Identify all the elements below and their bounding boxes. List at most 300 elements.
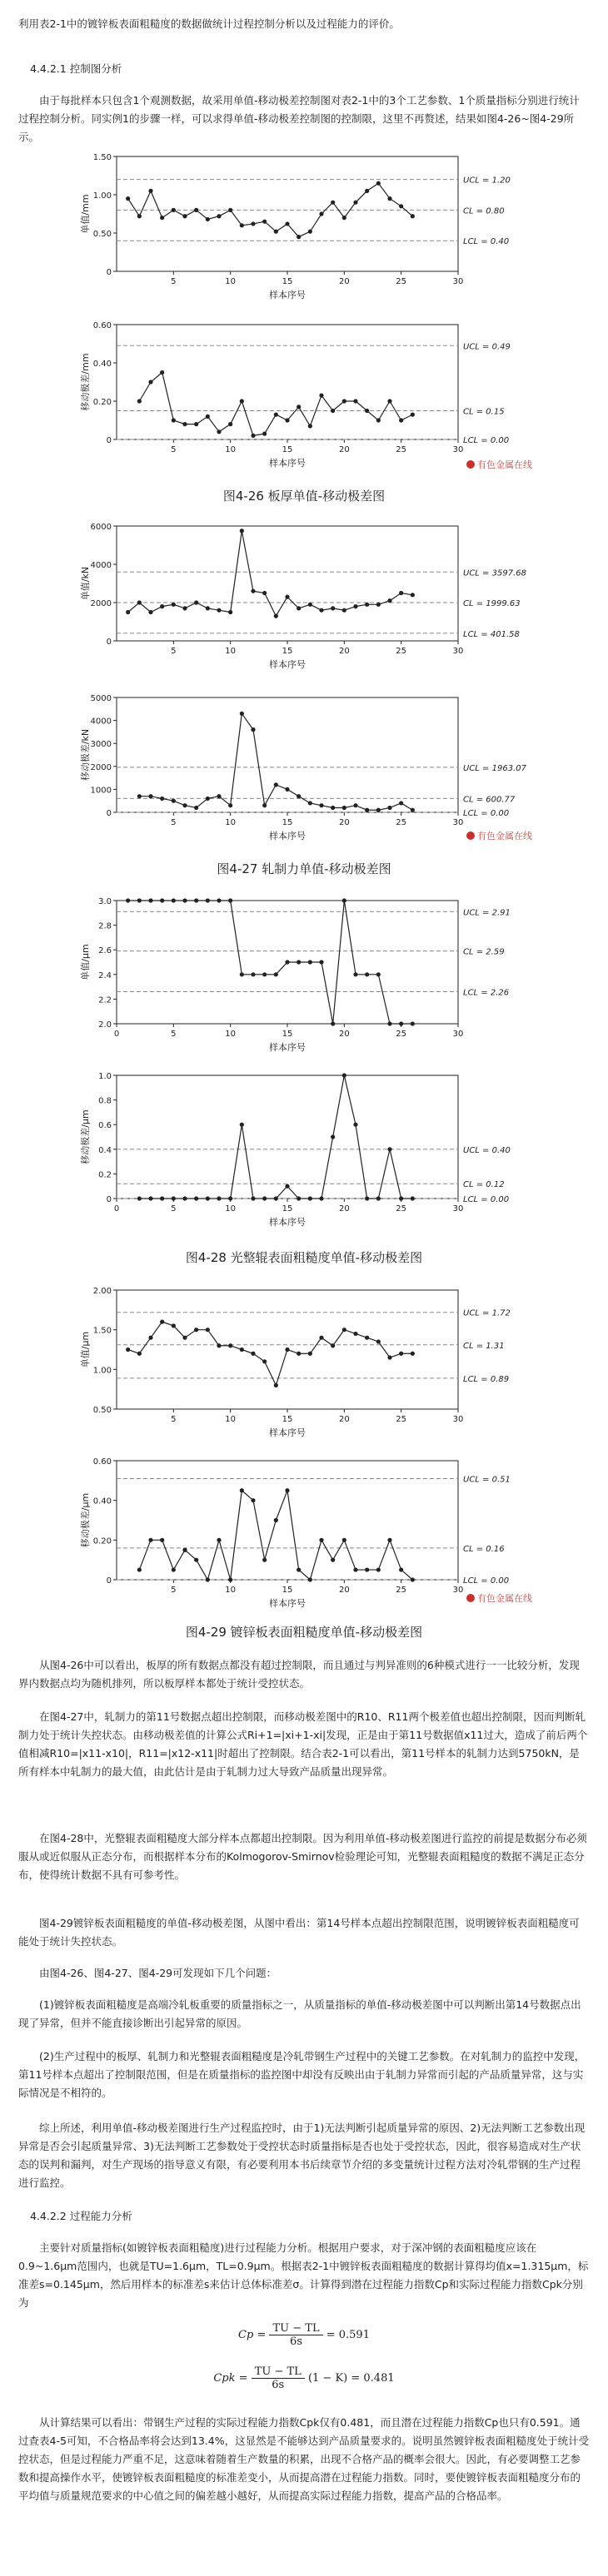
data-point (308, 1352, 312, 1356)
data-point (342, 399, 346, 403)
x-tick-label: 5 (171, 1415, 177, 1424)
data-point (399, 591, 403, 595)
data-point (172, 898, 176, 902)
control-limit-label: LCL = 2.26 (463, 988, 510, 998)
data-point (376, 1196, 381, 1200)
data-point (240, 1488, 244, 1492)
data-point (331, 606, 335, 610)
data-point (331, 201, 335, 205)
data-point (411, 1352, 415, 1356)
data-point (228, 1196, 232, 1200)
y-tick-label: 1.50 (92, 1326, 112, 1336)
x-tick-label: 20 (338, 1204, 350, 1214)
data-point (148, 794, 152, 798)
data-point (172, 208, 176, 212)
data-point (172, 799, 176, 803)
data-point (411, 1021, 415, 1025)
data-point (172, 1323, 176, 1328)
data-point (297, 1196, 301, 1200)
data-point (262, 591, 267, 595)
x-tick-label: 10 (225, 818, 237, 827)
y-tick-label: 1.50 (92, 153, 112, 162)
data-point (206, 797, 210, 801)
data-point (411, 413, 415, 417)
caption-fig27: 图4-27 轧制力单值-移动极差图 (217, 861, 391, 876)
x-tick-label: 25 (396, 1415, 407, 1424)
data-point (228, 803, 232, 807)
data-point (217, 608, 221, 613)
y-tick-label: 2.4 (98, 970, 112, 980)
data-point (148, 1538, 152, 1542)
chart-fig26-individual (75, 148, 541, 306)
data-point (148, 898, 152, 902)
y-tick-label: 3.0 (98, 897, 112, 906)
data-point (126, 898, 130, 902)
data-point (274, 1196, 278, 1200)
x-tick-label: 30 (452, 1204, 464, 1214)
data-point (319, 1538, 323, 1542)
control-limit-label: UCL = 2.91 (463, 908, 511, 918)
control-limit-label: CL = 2.59 (463, 947, 505, 957)
paragraph-fig29-analysis: 图4-29镀锌板表面粗糙度的单值-移动极差图，从图中看出：第14号样本点超出控制限范围，说明镀锌板表面粗糙度可能处于统计失控状态。 (18, 1917, 580, 1948)
x-tick-label: 20 (338, 445, 350, 454)
data-point (217, 794, 221, 798)
watermark: 有色金属在线 (466, 829, 532, 842)
chart-fig28-individual (75, 892, 541, 1059)
data-point (411, 808, 415, 812)
y-tick-label: 2.0 (98, 1020, 112, 1030)
data-point (206, 898, 210, 902)
y-tick-label: 0.6 (98, 1121, 112, 1131)
control-limit-label: UCL = 1.72 (463, 1308, 511, 1318)
control-limit-label: UCL = 1.20 (463, 176, 511, 186)
chart-fig28-moving-range (75, 1067, 541, 1233)
data-point (137, 214, 142, 218)
data-point (274, 1518, 278, 1522)
data-point (308, 1196, 312, 1200)
data-point (251, 1196, 255, 1200)
equation-cp: Cp = $\frac{TU - TL}{6s}$ = 0.591 (238, 2322, 370, 2348)
data-point (262, 1359, 267, 1363)
equation-cpk: Cpk = $\frac{TU - TL}{6s}$ (1 − K) = 0.481 (213, 2365, 395, 2391)
control-limit-label: CL = 0.16 (463, 1544, 505, 1554)
data-point (387, 598, 391, 603)
series-line (139, 1491, 412, 1580)
data-point (399, 204, 403, 208)
data-point (331, 409, 335, 413)
data-point (182, 898, 187, 902)
data-point (331, 1343, 335, 1348)
data-point (297, 405, 301, 409)
x-tick-label: 25 (396, 1586, 407, 1595)
x-tick-label: 20 (338, 1586, 350, 1595)
data-point (376, 808, 381, 812)
y-tick-label: 0 (106, 1576, 112, 1586)
data-point (160, 1196, 164, 1200)
data-point (285, 1348, 289, 1352)
data-point (262, 220, 267, 224)
control-limit-label: LCL = 401.58 (463, 629, 520, 639)
y-tick-label: 0 (106, 268, 112, 277)
data-point (251, 221, 255, 226)
data-point (376, 1339, 381, 1343)
data-point (148, 380, 152, 384)
data-point (319, 608, 323, 613)
data-point (240, 972, 244, 976)
data-point (365, 603, 369, 607)
y-axis-label: 移动极差/mm (80, 353, 91, 411)
data-point (365, 1336, 369, 1340)
data-point (137, 600, 142, 604)
data-point (274, 230, 278, 234)
data-point (274, 1383, 278, 1387)
data-point (126, 196, 130, 201)
y-tick-label: 0.2 (98, 1170, 112, 1180)
y-tick-label: 2.2 (98, 995, 112, 1005)
control-limit-label: LCL = 0.00 (463, 436, 510, 445)
series-line (128, 531, 413, 616)
data-point (308, 424, 312, 428)
y-tick-label: 2.00 (92, 1287, 112, 1296)
y-axis-label: 移动极差/μm (80, 1492, 91, 1548)
data-point (262, 972, 267, 976)
data-point (331, 1558, 335, 1562)
y-tick-label: 0.60 (92, 1457, 112, 1467)
y-tick-label: 0.40 (92, 360, 112, 369)
data-point (126, 610, 130, 614)
data-point (399, 1352, 403, 1356)
section-heading-process-capability: 4.4.2.2 过程能力分析 (30, 2210, 132, 2222)
caption-fig26: 图4-26 板厚单值-移动极差图 (222, 489, 386, 504)
data-point (308, 230, 312, 234)
data-point (376, 181, 381, 186)
y-axis-label: 单值/μm (80, 1331, 91, 1368)
data-point (353, 1332, 357, 1336)
data-point (217, 1196, 221, 1200)
x-tick-label: 10 (225, 277, 237, 286)
data-point (297, 960, 301, 964)
data-point (331, 806, 335, 810)
x-tick-label: 20 (338, 1415, 350, 1424)
data-point (240, 399, 244, 403)
data-point (182, 1548, 187, 1552)
data-point (182, 1336, 187, 1340)
data-point (262, 1558, 267, 1562)
x-tick-label: 30 (452, 1586, 464, 1595)
x-tick-label: 15 (282, 818, 293, 827)
data-point (206, 414, 210, 419)
y-tick-label: 4000 (90, 717, 112, 727)
data-point (353, 803, 357, 807)
data-point (319, 960, 323, 964)
y-tick-label: 4000 (90, 561, 112, 570)
data-point (228, 610, 232, 614)
y-tick-label: 0 (106, 436, 112, 445)
y-tick-label: 2.8 (98, 921, 112, 931)
data-point (217, 1538, 221, 1542)
data-point (342, 1073, 346, 1077)
caption-fig28: 图4-28 光整辊表面粗糙度单值-移动极差图 (185, 1250, 423, 1265)
y-tick-label: 1.00 (92, 1366, 112, 1376)
data-point (387, 1021, 391, 1025)
paragraph-summary: 综上所述，利用单值-移动极差图进行生产过程监控时，由于1)无法判断引起质量异常的原因、2)无法判断工艺参数出现异常是否会引起质量异常、3)无法判断工艺参数处于受控状态时质量指标是否也处于受控状态，因此，很容易造成对生产状态的误判和漏判，对生产现场的指导意义有限，有必要利用本书后续章节介绍的多变量统计过程方法对冷轧带钢的生产过程进行监控。 (18, 2122, 586, 2189)
y-tick-label: 0 (106, 809, 112, 818)
x-tick-label: 25 (396, 818, 407, 827)
y-tick-label: 0.20 (92, 1536, 112, 1546)
y-tick-label: 2000 (90, 762, 112, 772)
data-point (319, 1336, 323, 1340)
data-point (137, 1196, 142, 1200)
data-point (240, 223, 244, 227)
plot-frame (117, 697, 458, 812)
y-axis-label: 移动极差/kN (80, 728, 91, 782)
paragraph-method: 由于每批样本只包含1个观测数据，故采用单值-移动极差控制图对表2-1中的3个工艺参数、1个质量指标分别进行统计过程控制分析。同实例1的步骤一样，可以求得单值-移动极差控制图的控制限，这里不再赘述，结果如图4-26~图4-29所示。 (18, 94, 580, 143)
x-tick-label: 25 (396, 277, 407, 286)
x-tick-label: 15 (282, 1415, 293, 1424)
y-axis-label: 单值/kN (80, 566, 91, 601)
series-line (139, 1075, 412, 1199)
data-point (160, 216, 164, 220)
y-tick-label: 1.00 (92, 191, 112, 201)
y-tick-label: 0.60 (92, 321, 112, 330)
data-point (148, 1196, 152, 1200)
chart-fig29-individual (75, 1282, 541, 1444)
data-point (206, 1328, 210, 1332)
y-tick-label: 2.6 (98, 946, 112, 956)
x-tick-label: 10 (225, 1030, 237, 1039)
y-tick-label: 0.20 (92, 398, 112, 407)
data-point (172, 1567, 176, 1571)
data-point (160, 604, 164, 608)
y-tick-label: 6000 (90, 523, 112, 532)
data-point (285, 221, 289, 226)
control-limit-label: CL = 0.80 (463, 206, 505, 216)
x-tick-label: 5 (171, 277, 177, 286)
data-point (240, 712, 244, 716)
x-tick-label: 25 (396, 647, 407, 656)
data-point (376, 603, 381, 607)
data-point (137, 399, 142, 403)
x-axis-label: 样本序号 (269, 1042, 306, 1053)
x-tick-label: 10 (225, 1415, 237, 1424)
x-tick-label: 10 (225, 647, 237, 656)
x-tick-label: 25 (396, 1030, 407, 1039)
data-point (331, 1021, 335, 1025)
data-point (285, 1184, 289, 1189)
x-tick-label: 10 (225, 445, 237, 454)
data-point (206, 1196, 210, 1200)
data-point (387, 1538, 391, 1542)
data-point (365, 409, 369, 413)
y-tick-label: 1000 (90, 786, 112, 796)
data-point (387, 399, 391, 403)
data-point (228, 422, 232, 426)
data-point (365, 1196, 369, 1200)
x-tick-label: 0 (113, 1204, 120, 1214)
x-tick-label: 15 (282, 1204, 293, 1214)
series-line (128, 1322, 413, 1385)
data-point (342, 1328, 346, 1332)
data-point (342, 608, 346, 613)
caption-fig29: 图4-29 镀锌板表面粗糙度单值-移动极差图 (185, 1625, 423, 1640)
data-point (353, 1123, 357, 1127)
data-point (365, 1567, 369, 1571)
data-point (228, 898, 232, 902)
x-axis-label: 样本序号 (269, 458, 306, 469)
data-point (228, 208, 232, 212)
data-point (319, 1196, 323, 1200)
data-point (240, 529, 244, 533)
series-line (128, 901, 413, 1024)
chart-fig27-individual (75, 518, 541, 676)
x-tick-label: 5 (171, 1586, 177, 1595)
x-axis-label: 样本序号 (269, 831, 306, 841)
paragraph-fig28-analysis: 在图4-28中，光整辊表面粗糙度大部分样本点都超出控制限。因为利用单值-移动极差图进行监控的前提是数据分布必须服从或近似服从正态分布，而根据样本分布的Kolmogorov-Smirnov检验理论可知，光整辊表面粗糙度的数据不满足正态分布，使得统计数据不具有可参考性。 (18, 1832, 587, 1881)
data-point (297, 1567, 301, 1571)
data-point (308, 603, 312, 607)
data-point (376, 1567, 381, 1571)
data-point (285, 1488, 289, 1492)
y-tick-label: 0.50 (92, 230, 112, 239)
control-limit-label: UCL = 0.40 (463, 1145, 511, 1155)
data-point (217, 898, 221, 902)
x-tick-label: 20 (338, 1030, 350, 1039)
data-point (182, 214, 187, 218)
data-point (137, 1567, 142, 1571)
x-tick-label: 0 (113, 1030, 120, 1039)
data-point (206, 1577, 210, 1581)
data-point (411, 1577, 415, 1581)
data-point (353, 604, 357, 608)
data-point (399, 801, 403, 805)
data-point (160, 1538, 164, 1542)
data-point (217, 429, 221, 434)
x-tick-label: 30 (452, 1415, 464, 1424)
data-point (137, 794, 142, 798)
plot-frame (117, 1075, 458, 1199)
x-tick-label: 30 (452, 445, 464, 454)
data-point (194, 600, 198, 604)
x-tick-label: 30 (452, 1030, 464, 1039)
data-point (342, 1538, 346, 1542)
watermark: 有色金属在线 (466, 1591, 532, 1605)
y-axis-label: 单值/μm (80, 944, 91, 980)
x-tick-label: 15 (282, 1586, 293, 1595)
x-tick-label: 15 (282, 1030, 293, 1039)
control-limit-label: CL = 1999.63 (463, 599, 521, 609)
y-axis-label: 单值/mm (80, 194, 91, 234)
data-point (353, 201, 357, 205)
data-point (308, 801, 312, 805)
control-limit-label: LCL = 0.00 (463, 1195, 510, 1204)
data-point (217, 1343, 221, 1348)
data-point (240, 1348, 244, 1352)
data-point (194, 1328, 198, 1332)
data-point (365, 808, 369, 812)
y-tick-label: 5000 (90, 694, 112, 703)
data-point (353, 1567, 357, 1571)
data-point (172, 603, 176, 607)
data-point (274, 972, 278, 976)
data-point (399, 1021, 403, 1025)
data-point (285, 418, 289, 422)
x-tick-label: 20 (338, 277, 350, 286)
chart-fig26-moving-range (75, 316, 541, 474)
x-tick-label: 5 (171, 1204, 177, 1214)
x-axis-label: 样本序号 (269, 290, 306, 300)
data-point (137, 1352, 142, 1356)
y-tick-label: 0 (106, 1195, 112, 1204)
data-point (342, 806, 346, 810)
data-point (342, 216, 346, 220)
data-point (251, 1498, 255, 1502)
data-point (387, 1147, 391, 1151)
data-point (342, 898, 346, 902)
data-point (387, 196, 391, 201)
data-point (353, 972, 357, 976)
paragraph-conclusion: 从计算结果可以看出：带钢生产过程的实际过程能力指数Cpk仅有0.481，而且潜在过程能力指数Cp也只有0.591。通过查表4-5可知，不合格品率将会达到13.4%，这显然是不能够达到产品质量要求的。说明虽然镀锌板表面粗糙度处于统计受控状态，但是过程能力严重不足，这意味着随着生产数量的积累，出现不合格产品的概率会很大。因此，有必要调整工艺参数和提高操作水平，使镀锌板表面粗糙度的标准差变小，从而提高潜在过程能力指数。同时，要使镀锌板表面粗糙度分布的平均值与质量规范要求的中心值之间的偏差越小越好，从而提高实际过程能力指数，提高产品的合格品率。 (18, 2416, 590, 2502)
data-point (387, 1355, 391, 1359)
data-point (297, 606, 301, 610)
data-point (194, 422, 198, 426)
paragraph-fig27-analysis: 在图4-27中，轧制力的第11号数据点超出控制限，而移动极差图中的R10、R11两个极差值也超出控制限，因而判断轧制力处于统计失控状态。由移动极差值的计算公式Ri+1=|xi+1-xi|发现，正是由于第11号数据值x11过大，造成了前后两个值相减R10=|x11-x10|，R11=|x12-x11|时超出了控制限。结合表2-1可以看出，第11号样本的轧制力达到5750kN，是所有样本中轧制力的最大值，由此估计是由于轧制力过大导致产品质量出现异常。 (18, 1710, 588, 1778)
data-point (240, 1123, 244, 1127)
data-point (228, 1577, 232, 1581)
data-point (160, 370, 164, 375)
x-tick-label: 15 (282, 445, 293, 454)
data-point (148, 610, 152, 614)
paragraph-issue-2: (2)生产过程中的板厚、轧制力和光整辊表面粗糙度是冷轧带钢生产过程中的关键工艺参数。在对轧制力的监控中发现，第11号样本点超出了控制限范围，但是在质量指标的监控图中却没有反映出由于轧制力异常而引起的产品质量异常，这与实际情况是不相符的。 (18, 2050, 586, 2099)
data-point (182, 606, 187, 610)
data-point (206, 217, 210, 221)
x-tick-label: 15 (282, 647, 293, 656)
control-limit-label: LCL = 0.40 (463, 237, 510, 247)
data-point (308, 960, 312, 964)
data-point (262, 1196, 267, 1200)
data-point (319, 394, 323, 398)
control-limit-label: UCL = 3597.68 (463, 568, 526, 578)
data-point (251, 1352, 255, 1356)
x-tick-label: 5 (171, 445, 177, 454)
paragraph-issues-intro: 由图4-26、图4-27、图4-29可发现如下几个问题： (39, 1967, 277, 1979)
watermark: 有色金属在线 (466, 458, 532, 471)
data-point (319, 211, 323, 216)
x-tick-label: 10 (225, 1586, 237, 1595)
data-point (194, 1558, 198, 1562)
data-point (297, 1352, 301, 1356)
data-point (137, 898, 142, 902)
data-point (274, 782, 278, 787)
data-point (376, 418, 381, 422)
data-point (182, 1196, 187, 1200)
data-point (411, 1196, 415, 1200)
data-point (297, 235, 301, 239)
control-limit-label: LCL = 0.00 (463, 809, 510, 818)
paragraph-fig26-analysis: 从图4-26中可以看出，板厚的所有数据点都没有超过控制限，而且通过与判异准则的6种模式进行一一比较分析，发现界内数据点均为随机排列，所以板厚样本都处于统计受控状态。 (18, 1659, 580, 1690)
y-axis-label: 移动极差/μm (80, 1109, 91, 1164)
data-point (172, 418, 176, 422)
data-point (399, 1567, 403, 1571)
data-point (319, 803, 323, 807)
data-point (376, 972, 381, 976)
x-axis-label: 样本序号 (269, 1427, 306, 1438)
data-point (331, 1134, 335, 1139)
data-point (285, 960, 289, 964)
control-limit-label: UCL = 0.51 (463, 1475, 511, 1485)
data-point (387, 806, 391, 810)
data-point (399, 1196, 403, 1200)
y-tick-label: 0.8 (98, 1096, 112, 1106)
